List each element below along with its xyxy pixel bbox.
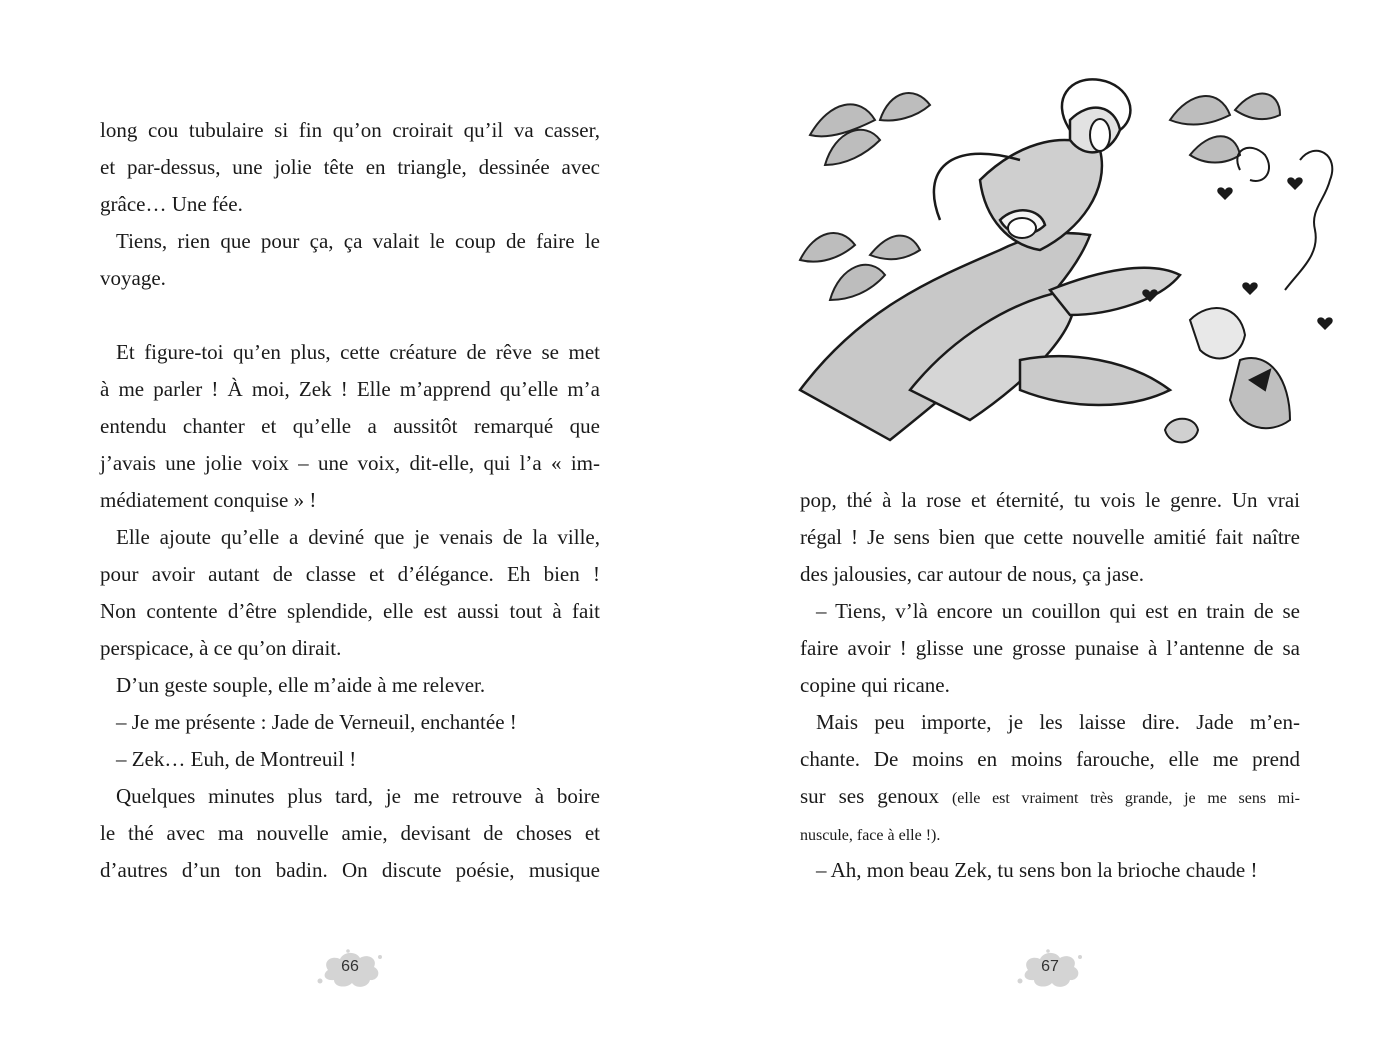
text-line	[100, 482, 600, 519]
text-line	[100, 186, 600, 223]
text-line	[100, 593, 600, 630]
text-line-content: long cou tubulaire si fin qu’on croirait qu’il va casser,	[100, 118, 600, 142]
text-line	[100, 112, 600, 149]
text-line-content: pour avoir autant de classe et d’élégance. Eh bien !	[100, 562, 600, 586]
text-line	[100, 260, 600, 297]
text-line-content: – Zek… Euh, de Montreuil !	[116, 747, 357, 771]
text-line	[100, 667, 600, 704]
text-line-content: pop, thé à la rose et éternité, tu vois le genre. Un vrai	[800, 488, 1300, 512]
text-line	[100, 223, 600, 260]
page-number: 67	[1041, 958, 1059, 975]
right-page	[700, 0, 1400, 1050]
text-line-content: – Ah, mon beau Zek, tu sens bon la brioche chaude !	[816, 858, 1258, 882]
text-line	[100, 408, 600, 445]
text-line	[100, 630, 600, 667]
text-line-content: des jalousies, car autour de nous, ça jase.	[800, 562, 1145, 586]
text-line-content: entendu chanter et qu’elle a aussitôt remarqué que	[100, 414, 600, 438]
text-line-content: Quelques minutes plus tard, je me retrouve à boire	[116, 784, 600, 808]
text-line-content: Et figure-toi qu’en plus, cette créature de rêve se met	[116, 340, 600, 364]
text-line	[800, 778, 1300, 815]
text-line-content: D’un geste souple, elle m’aide à me relever.	[116, 673, 486, 697]
text-line-content: à me parler ! À moi, Zek ! Elle m’apprend qu’elle m’a	[100, 377, 600, 401]
text-line-content: perspicace, à ce qu’on dirait.	[100, 636, 342, 660]
text-line-content: d’autres d’un ton badin. On discute poésie, musique	[100, 858, 600, 882]
text-line	[800, 519, 1300, 556]
text-line	[800, 815, 1300, 852]
text-line	[100, 297, 600, 334]
text-line	[100, 556, 600, 593]
page-number-67	[1010, 947, 1090, 993]
page-number-66	[310, 947, 390, 993]
aside-text: (elle est vraiment très grande, je me sens mi-	[951, 790, 1301, 807]
text-line-content: copine qui ricane.	[800, 673, 950, 697]
text-line-content: régal ! Je sens bien que cette nouvelle amitié fait naître	[800, 525, 1300, 549]
text-line-content: sur ses genoux	[800, 784, 940, 808]
text-line-content: Elle ajoute qu’elle a deviné que je venais de la ville,	[116, 525, 600, 549]
text-line	[100, 334, 600, 371]
text-line	[800, 852, 1300, 889]
text-line-content: faire avoir ! glisse une grosse punaise à l’antenne de sa	[800, 636, 1300, 660]
text-line	[100, 815, 600, 852]
text-line-content: médiatement conquise » !	[100, 488, 317, 512]
left-page-text	[100, 112, 600, 889]
text-line	[100, 445, 600, 482]
text-line	[800, 593, 1300, 630]
text-line	[100, 371, 600, 408]
text-line	[800, 741, 1300, 778]
text-line-content: j’avais une jolie voix – une voix, dit-elle, qui l’a « im-	[100, 451, 600, 475]
mantis-illustration	[770, 60, 1380, 480]
aside-text: nuscule, face à elle !).	[800, 827, 941, 844]
text-line-content: le thé avec ma nouvelle amie, devisant de choses et	[100, 821, 600, 845]
text-line-content: et par-dessus, une jolie tête en triangle, dessinée avec	[100, 155, 600, 179]
text-line-content: Mais peu importe, je les laisse dire. Jade m’en-	[816, 710, 1300, 734]
text-line	[100, 741, 600, 778]
text-line-content: – Tiens, v’là encore un couillon qui est en train de se	[816, 599, 1300, 623]
right-page-text	[800, 482, 1300, 889]
text-line	[100, 519, 600, 556]
text-line	[800, 556, 1300, 593]
text-line	[800, 704, 1300, 741]
text-line-content: Non contente d’être splendide, elle est aussi tout à fait	[100, 599, 600, 623]
text-line-content: Tiens, rien que pour ça, ça valait le coup de faire le	[116, 229, 600, 253]
text-line-content: voyage.	[100, 266, 166, 290]
text-line	[800, 667, 1300, 704]
text-line-content: chante. De moins en moins farouche, elle me prend	[800, 747, 1300, 771]
text-line	[100, 778, 600, 815]
text-line	[100, 149, 600, 186]
text-line-content: – Je me présente : Jade de Verneuil, enchantée !	[116, 710, 517, 734]
page-number: 66	[341, 958, 359, 975]
text-line	[800, 630, 1300, 667]
text-line-content: grâce… Une fée.	[100, 192, 243, 216]
text-line	[100, 852, 600, 889]
text-line	[800, 482, 1300, 519]
text-line	[100, 704, 600, 741]
